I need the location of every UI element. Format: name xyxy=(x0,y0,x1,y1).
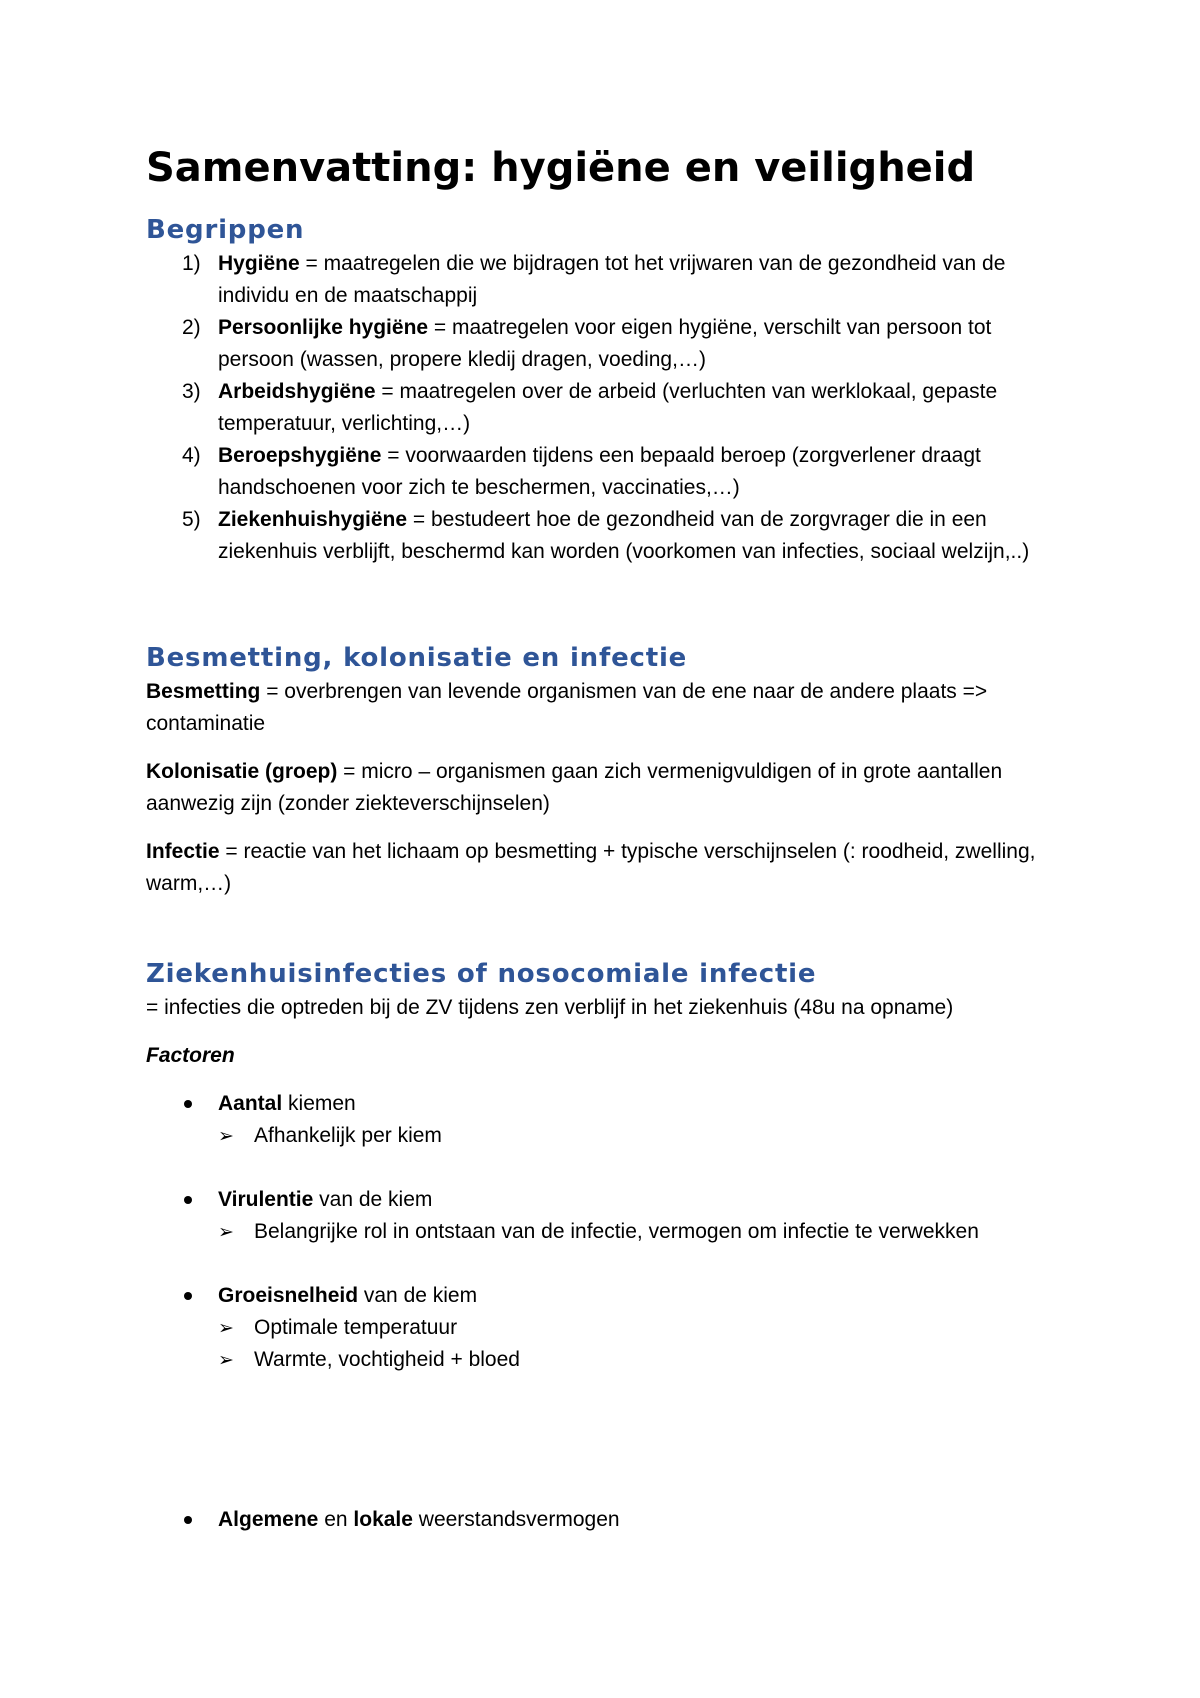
bullet-icon xyxy=(184,1292,192,1300)
bullet-icon xyxy=(184,1100,192,1108)
list-item: 3) Arbeidshygiëne = maatregelen over de arbeid (verluchten van werklokaal, gepaste temperatuur, verlichting,…) xyxy=(182,380,998,435)
heading-begrippen: Begrippen xyxy=(146,215,305,245)
list-item: 4) Beroepshygiëne = voorwaarden tijdens een bepaald beroep (zorgverlener draagt handschoenen voor zich te beschermen, vaccinaties,…) xyxy=(182,444,981,499)
sub-item: ➢ Afhankelijk per kiem xyxy=(218,1120,1066,1152)
sub-item: ➢ Belangrijke rol in ontstaan van de infectie, vermogen om infectie te verwekken xyxy=(218,1216,1066,1248)
factor-item: Aantal kiemen ➢ Afhankelijk per kiem xyxy=(146,1088,1066,1152)
document-content xyxy=(146,138,1066,1536)
arrow-bullet-icon: ➢ xyxy=(218,1349,234,1371)
paragraph-infectie: Infectie = reactie van het lichaam op besmetting + typische verschijnselen (: roodheid, zwelling, warm,…) xyxy=(146,840,1036,895)
page-title: Samenvatting: hygiëne en veiligheid xyxy=(146,145,976,191)
paragraph-intro: = infecties die optreden bij de ZV tijdens zen verblijf in het ziekenhuis (48u na opname) xyxy=(146,996,954,1019)
arrow-bullet-icon: ➢ xyxy=(218,1317,234,1339)
list-item: 2) Persoonlijke hygiëne = maatregelen voor eigen hygiëne, verschilt van persoon tot persoon (wassen, propere kledij dragen, voeding,…) xyxy=(182,316,992,371)
factoren-label: Factoren xyxy=(146,1044,235,1067)
heading-ziekenhuisinfecties: Ziekenhuisinfecties of nosocomiale infectie xyxy=(146,959,817,989)
arrow-bullet-icon: ➢ xyxy=(218,1125,234,1147)
heading-besmetting: Besmetting, kolonisatie en infectie xyxy=(146,643,688,673)
arrow-bullet-icon: ➢ xyxy=(218,1221,234,1243)
bullet-icon xyxy=(184,1196,192,1204)
list-item: 5) Ziekenhuishygiëne = bestudeert hoe de gezondheid van de zorgvrager die in een ziekenhuis verblijft, beschermd kan worden (voorkomen van infecties, sociaal welzijn,..) xyxy=(182,508,1030,563)
factor-list xyxy=(146,1088,1066,1536)
begrippen-list xyxy=(146,248,1066,568)
list-item: 1) Hygiëne = maatregelen die we bijdragen tot het vrijwaren van de gezondheid van de individu en de maatschappij xyxy=(182,252,1006,307)
factor-item: Algemene en lokale weerstandsvermogen xyxy=(146,1504,1066,1536)
sub-item: ➢ Optimale temperatuur xyxy=(218,1312,1066,1344)
factor-item: Virulentie van de kiem ➢ Belangrijke rol in ontstaan van de infectie, vermogen om infectie te verwekken xyxy=(146,1184,1066,1248)
factor-item: Groeisnelheid van de kiem ➢ Optimale temperatuur ➢ Warmte, vochtigheid + bloed xyxy=(146,1280,1066,1376)
bullet-icon xyxy=(184,1516,192,1524)
paragraph-besmetting: Besmetting = overbrengen van levende organismen van de ene naar de andere plaats => contaminatie xyxy=(146,680,988,735)
sub-item: ➢ Warmte, vochtigheid + bloed xyxy=(218,1344,1066,1376)
paragraph-kolonisatie: Kolonisatie (groep) = micro – organismen gaan zich vermenigvuldigen of in grote aantallen aanwezig zijn (zonder ziekteverschijnselen) xyxy=(146,760,1003,815)
